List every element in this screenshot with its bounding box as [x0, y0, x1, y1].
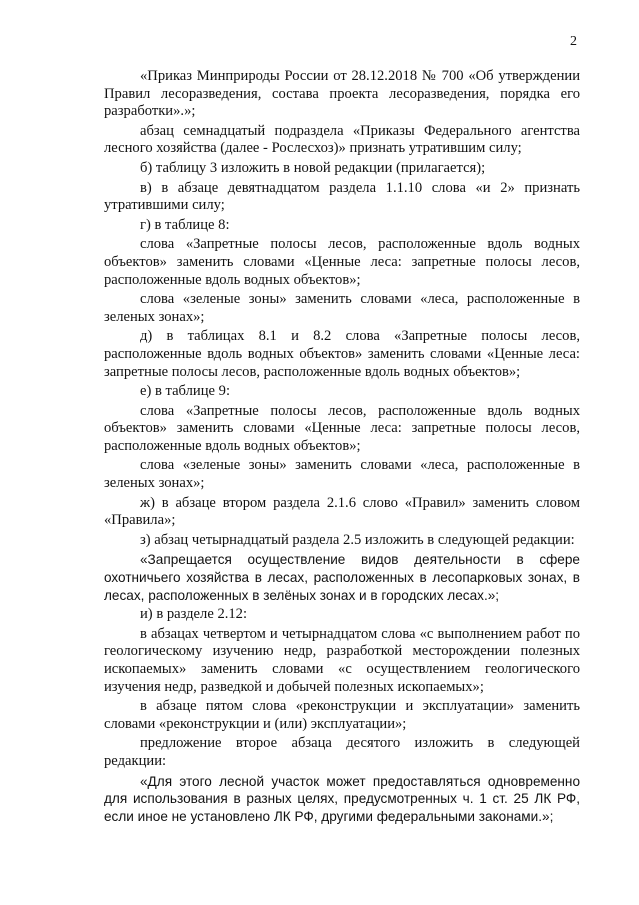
paragraph-11: слова «зеленые зоны» заменить словами «леса, расположенные в зеленых зонах»;: [104, 457, 580, 492]
paragraph-18: предложение второе абзаца десятого изложить в следующей редакции:: [104, 735, 580, 769]
paragraph-7: слова «зеленые зоны» заменить словами «леса, расположенные в зеленых зонах»;: [104, 291, 580, 325]
paragraph-15: и) в разделе 2.12:: [140, 606, 248, 623]
page-number: 2: [570, 34, 577, 49]
paragraph-8: д) в таблицах 8.1 и 8.2 слова «Запретные полосы лесов, расположенные вдоль водных объектов» заменить словами «Ценные леса: запретные полосы лесов, расположенные вдоль водных объектов»;: [104, 328, 580, 380]
paragraph-9: е) в таблице 9:: [140, 383, 230, 400]
paragraph-2: абзац семнадцатый подраздела «Приказы Федерального агентства лесного хозяйства (далее - Рослесхоз)» признать утратившим силу;: [104, 122, 580, 157]
paragraph-16: в абзацах четвертом и четырнадцатом слова «с выполнением работ по геологическому изучению недр, разработкой месторождении полезных ископаемых» заменить словами «с осуществлением геологического изучения недр, разведкой и добычей полезных ископаемых»;: [104, 625, 580, 695]
document-body: [104, 68, 580, 827]
paragraph-1: «Приказ Минприроды России от 28.12.2018 № 700 «Об утверждении Правил лесоразведения, состава проекта лесоразведения, порядка его разработки».»;: [104, 68, 580, 120]
paragraph-17: в абзаце пятом слова «реконструкции и эксплуатации» заменить словами «реконструкции и (или) эксплуатации»;: [104, 698, 580, 732]
paragraph-4: в) в абзаце девятнадцатом раздела 1.1.10 слова «и 2» признать утратившими силу;: [104, 179, 580, 214]
paragraph-13: з) абзац четырнадцатый раздела 2.5 изложить в следующей редакции:: [140, 531, 575, 548]
paragraph-3: б) таблицу 3 изложить в новой редакции (прилагается);: [140, 159, 486, 176]
paragraph-12: ж) в абзаце втором раздела 2.1.6 слово «Правил» заменить словом «Правила»;: [104, 494, 580, 529]
paragraph-6: слова «Запретные полосы лесов, расположенные вдоль водных объектов» заменить словами «Ценные леса: запретные полосы лесов, расположенные вдоль водных объектов»;: [104, 236, 580, 288]
paragraph-5: г) в таблице 8:: [140, 216, 230, 233]
paragraph-14-quote: «Запрещается осуществление видов деятельности в сфере охотничьего хозяйства в лесах, расположенных в лесопарковых зонах, в лесах, расположенных в зелёных зонах и в городских лесах.»;: [104, 552, 580, 603]
paragraph-10: слова «Запретные полосы лесов, расположенные вдоль водных объектов» заменить словами «Ценные леса: запретные полосы лесов, расположенные вдоль водных объектов»;: [104, 402, 580, 454]
paragraph-19-quote: «Для этого лесной участок может предоставляться одновременно для использования в разных целях, предусмотренных ч. 1 ст. 25 ЛК РФ, если иное не установлено ЛК РФ, другими федеральными законами.»;: [104, 773, 580, 824]
